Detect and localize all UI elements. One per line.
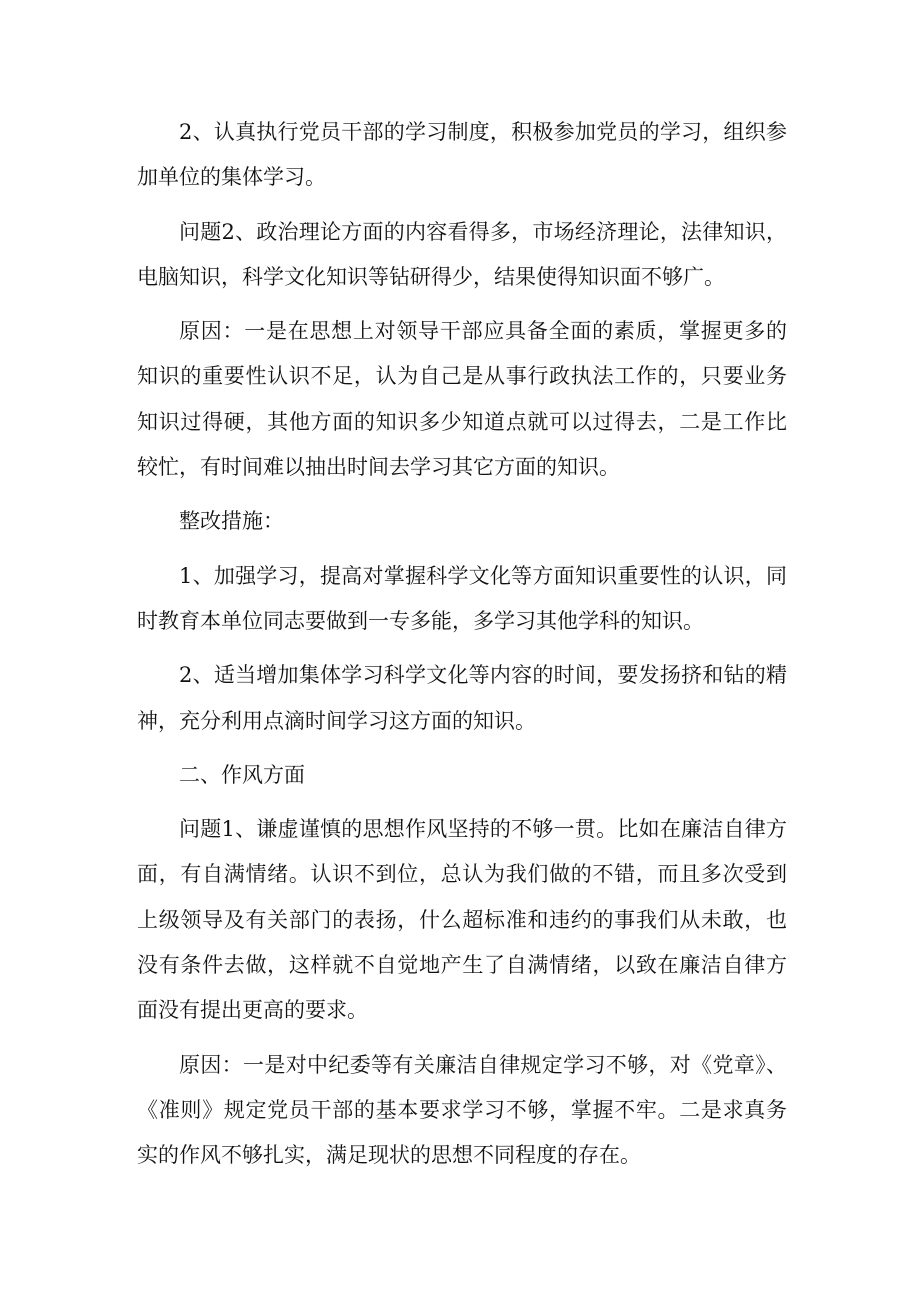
paragraph-measure-2: 2、适当增加集体学习科学文化等内容的时间，要发扬挤和钻的精神，充分利用点滴时间学习这方面的知识。 (137, 663, 787, 733)
paragraph-rectification-heading: 整改措施： (179, 509, 284, 534)
paragraph-work-style-cause: 原因：一是对中纪委等有关廉洁自律规定学习不够，对《党章》、《准则》规定党员干部的基本要求学习不够，掌握不牢。二是求真务实的作风不够扎实，满足现状的思想不同程度的存在。 (137, 1052, 787, 1168)
paragraph-cause-1: 原因：一是在思想上对领导干部应具备全面的素质，掌握更多的知识的重要性认识不足，认为自己是从事行政执法工作的，只要业务知识过得硬，其他方面的知识多少知道点就可以过得去，二是工作比较忙，有时间难以抽出时间去学习其它方面的知识。 (137, 319, 787, 480)
paragraph-study-system: 2、认真执行党员干部的学习制度，积极参加党员的学习，组织参加单位的集体学习。 (137, 120, 787, 190)
paragraph-measure-1: 1、加强学习，提高对掌握科学文化等方面知识重要性的认识，同时教育本单位同志要做到一专多能，多学习其他学科的知识。 (137, 563, 787, 633)
section-heading-work-style: 二、作风方面 (179, 762, 305, 787)
paragraph-problem-2: 问题2、政治理论方面的内容看得多，市场经济理论，法律知识，电脑知识，科学文化知识等钻研得少，结果使得知识面不够广。 (137, 219, 787, 289)
paragraph-work-style-problem-1: 问题1、谦虚谨慎的思想作风坚持的不够一贯。比如在廉洁自律方面，有自满情绪。认识不到位，总认为我们做的不错，而且多次受到上级领导及有关部门的表扬，什么超标准和违约的事我们从未敢，也没有条件去做，这样就不自觉地产生了自满情绪，以致在廉洁自律方面没有提出更高的要求。 (137, 817, 787, 1023)
document-body (137, 110, 787, 1188)
